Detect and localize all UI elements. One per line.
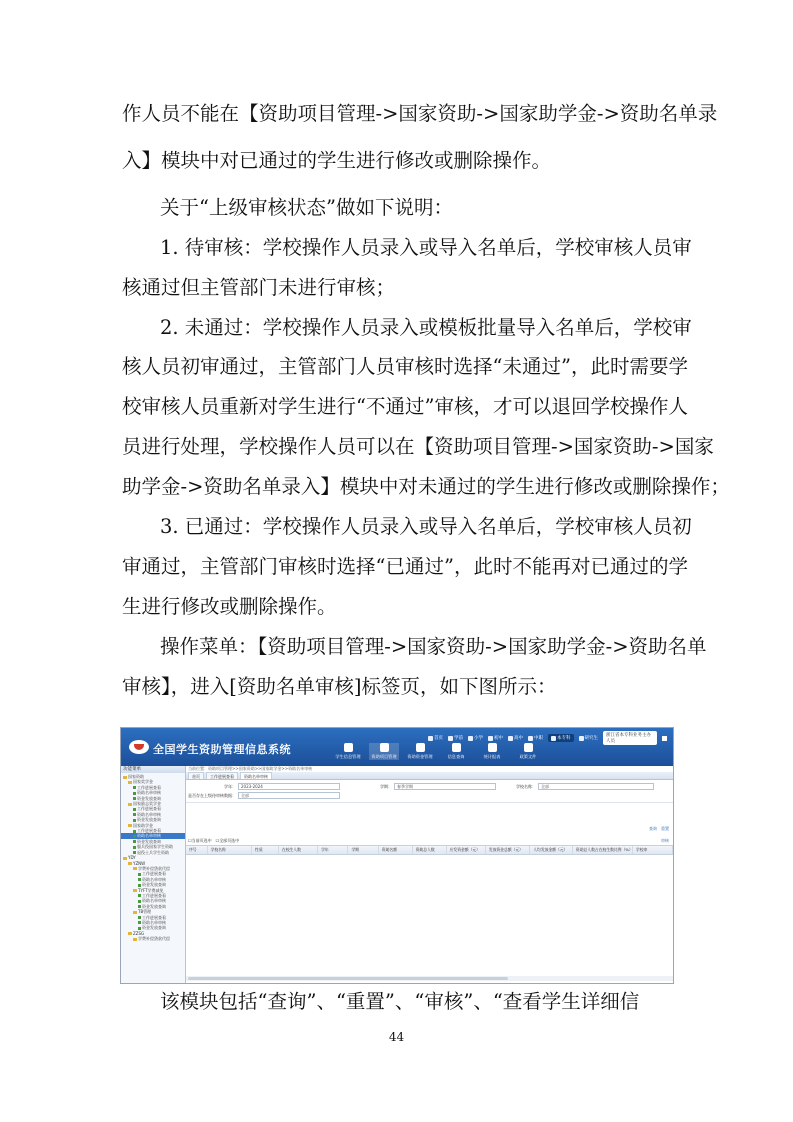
module-button[interactable] <box>405 743 435 760</box>
tab[interactable]: 首页 <box>188 772 204 779</box>
tree-node-label: 工作进展查看 <box>142 871 166 877</box>
folder-icon <box>133 867 137 870</box>
page-icon <box>133 835 136 838</box>
horizontal-scrollbar[interactable] <box>186 976 673 981</box>
paragraph-line: 3. 已通过：学校操作人员录入或导入名单后，学校审核人员初 <box>160 515 692 538</box>
column-header[interactable]: 人均发放金额（元） <box>530 846 573 854</box>
tree-node-label: 国家奖学金 <box>133 779 153 785</box>
column-header[interactable]: 发放资金总额（元） <box>486 846 530 854</box>
module-label: 统计报表 <box>483 754 501 759</box>
tree-node-label: 工作进展查看 <box>137 828 161 834</box>
module-icon <box>452 743 461 752</box>
term-select[interactable]: 春季学期 <box>394 783 496 790</box>
column-header[interactable]: 应发资金额（元） <box>447 846 486 854</box>
sidebar <box>121 766 186 983</box>
paragraph-line: 操作菜单：【资助项目管理->国家资助->国家助学金->资助名单 <box>160 635 707 658</box>
link-icon <box>528 736 533 741</box>
status-filter <box>188 792 340 799</box>
tree-node-label: 工作进展查看 <box>142 914 166 920</box>
top-link[interactable] <box>468 735 483 741</box>
folder-icon <box>128 803 132 806</box>
content-area <box>186 766 673 983</box>
paragraph-line: 审核】，进入[资助名单审核]标签页，如下图所示： <box>122 675 557 698</box>
link-icon <box>468 736 473 741</box>
top-link[interactable] <box>488 735 503 741</box>
paragraph-line: 核通过但主管部门未进行审核； <box>122 276 396 299</box>
module-button[interactable] <box>513 743 543 760</box>
year-label: 学年： <box>224 783 236 789</box>
filter-panel <box>186 780 673 803</box>
page-icon <box>133 819 136 822</box>
school-select[interactable]: 全部 <box>538 783 654 790</box>
select-checkbox[interactable] <box>188 838 212 844</box>
paragraph-line: 助学金->资助名单录入】模块中对未通过的学生进行修改或删除操作； <box>122 475 730 498</box>
folder-icon <box>133 938 137 941</box>
checkbox-label: 当前页选中 <box>191 838 212 843</box>
top-link[interactable] <box>448 735 463 741</box>
top-link-label: 中职 <box>534 736 543 741</box>
close-icon[interactable] <box>662 736 667 741</box>
module-icon <box>488 743 497 752</box>
audit-button[interactable]: 审核 <box>661 838 669 843</box>
tree-node-label: 退役士兵学生资助 <box>137 849 169 855</box>
tree-node-label: 服兵役国家学生资助 <box>137 844 173 850</box>
page-icon <box>138 894 141 897</box>
column-header[interactable]: 资助名额 <box>379 846 413 854</box>
paragraph-line: 1. 待审核：学校操作人员录入或导入名单后，学校审核人员审 <box>160 236 692 259</box>
tree-node-label: 工作进展查看 <box>137 806 161 812</box>
column-header[interactable]: 序号 <box>186 846 208 854</box>
page-icon <box>133 840 136 843</box>
tree-node-label: 资金发放查询 <box>137 838 161 844</box>
paragraph-line: 该模块包括“查询”、“重置”、“审核”、“查看学生详细信 <box>160 990 640 1013</box>
link-icon <box>488 736 493 741</box>
paragraph-line: 生进行修改或删除操作。 <box>122 595 337 618</box>
system-screenshot <box>120 727 674 984</box>
tree-node-label: 资助名单审核 <box>137 790 161 796</box>
folder-icon <box>128 932 132 935</box>
module-menu <box>333 743 543 760</box>
module-label: 资助资金管理 <box>407 754 433 759</box>
year-filter <box>224 783 340 790</box>
school-filter <box>516 783 654 790</box>
module-button[interactable] <box>333 743 363 760</box>
column-header[interactable]: 在校生人数 <box>279 846 318 854</box>
tree-node-label: 工作进展查看 <box>142 892 166 898</box>
tree-node-label: YZNW <box>133 860 146 866</box>
tree-node-label: 学费补偿贷款代偿 <box>138 936 170 942</box>
paragraph-line: 审通过，主管部门审核时选择“已通过”，此时不能再对已通过的学 <box>122 555 688 578</box>
action-buttons <box>649 826 669 832</box>
term-label: 学期： <box>380 783 392 789</box>
tree-node-label: 资助名单审核 <box>142 919 166 925</box>
tree-node-label: TB管理 <box>138 909 152 915</box>
tree-node-label: ZZSG <box>133 930 145 936</box>
checkbox-label: 全部页选中 <box>219 838 240 843</box>
folder-icon <box>128 781 132 784</box>
paragraph-line: 核人员初审通过，主管部门人员审核时选择“未通过”，此时需要学 <box>122 355 688 378</box>
module-label: 政策文件 <box>519 754 537 759</box>
link-icon <box>448 736 453 741</box>
tree-node[interactable] <box>121 936 185 941</box>
paragraph-line: 校审核人员重新对学生进行“不通过”审核，才可以退回学校操作人 <box>122 395 688 418</box>
column-header[interactable]: 性质 <box>252 846 279 854</box>
link-icon <box>579 736 584 741</box>
tree-node-label: 资金发放查询 <box>142 882 166 888</box>
tree-node-label: 资助名单审核 <box>137 833 161 839</box>
breadcrumb: 当前位置：资助项目管理>>国家资助>>国家助学金>>资助名单审核 <box>186 766 673 772</box>
column-header[interactable]: 学校名称 <box>208 846 252 854</box>
page-number: 44 <box>388 1030 405 1044</box>
tree-node-label: 资金发放查询 <box>137 817 161 823</box>
tree-node-label: 学费补偿贷款代偿 <box>138 865 170 871</box>
sidebar-title: 功能菜单 <box>121 766 185 773</box>
selection-row <box>188 838 239 844</box>
tree-node-label: 国家资助 <box>128 774 144 779</box>
top-link[interactable] <box>508 735 523 741</box>
link-icon <box>428 736 433 741</box>
tree-node-label: 资金发放查询 <box>142 925 166 931</box>
page-icon <box>133 813 136 816</box>
checkbox-icon: ☐ <box>215 838 220 843</box>
paragraph-line: 2. 未通过：学校操作人员录入或模板批量导入名单后，学校审 <box>160 316 692 339</box>
folder-icon <box>123 776 127 779</box>
system-title: 全国学生资助管理信息系统 <box>153 743 291 756</box>
top-link[interactable] <box>528 735 543 741</box>
term-filter <box>380 783 496 790</box>
module-icon <box>344 743 353 752</box>
module-button[interactable] <box>477 743 507 760</box>
page-icon <box>133 786 136 789</box>
tree-node-label: 国家助学金 <box>133 822 153 828</box>
column-header[interactable]: 资助总人数占在校生数比例（%） <box>573 846 633 854</box>
tree-node-label: 工作进展查看 <box>137 784 161 790</box>
folder-icon <box>133 911 137 914</box>
page-icon <box>138 916 141 919</box>
page-icon <box>138 884 141 887</box>
school-label: 学校名称： <box>516 783 536 789</box>
page-icon <box>133 851 136 854</box>
year-select[interactable]: 2023-2024 <box>238 783 340 790</box>
top-link-label: 小学 <box>474 736 483 741</box>
paragraph-line: 入】模块中对已通过的学生进行修改或删除操作。 <box>122 149 552 172</box>
page-icon <box>133 808 136 811</box>
page-icon <box>133 792 136 795</box>
column-header[interactable]: 学校审 <box>633 846 673 854</box>
paragraph-line: 员进行处理，学校操作人员可以在【资助项目管理->国家资助->国家 <box>122 435 714 458</box>
column-header[interactable]: 学年 <box>318 846 348 854</box>
paragraph-line: 关于“上级审核状态”做如下说明： <box>160 196 453 219</box>
top-link[interactable] <box>548 734 574 742</box>
paragraph-line: 作人员不能在【资助项目管理->国家资助->国家助学金->资助名单录 <box>122 102 718 125</box>
tab-bar <box>186 772 673 780</box>
page-icon <box>133 846 136 849</box>
function-tree <box>121 773 185 942</box>
folder-icon <box>133 889 137 892</box>
unit-select[interactable]: 浙江省本专科业务主办人员 <box>603 731 657 745</box>
grid-header <box>186 845 673 855</box>
top-link-label: 高中 <box>514 736 523 741</box>
tree-node-label: 资金发放查询 <box>142 903 166 909</box>
status-select[interactable]: 全部 <box>238 792 340 799</box>
tree-node-label: 资助名单审核 <box>142 876 166 882</box>
module-icon <box>416 743 425 752</box>
page-icon <box>138 873 141 876</box>
folder-icon <box>128 824 132 827</box>
tree-node-label: 资金发放查询 <box>137 795 161 801</box>
page-icon <box>133 797 136 800</box>
search-button[interactable]: 查询 <box>649 826 657 831</box>
column-header[interactable]: 学期 <box>348 846 378 854</box>
top-link-label: 初中 <box>494 736 503 741</box>
checkbox-icon: ☐ <box>188 838 192 843</box>
module-label: 资助项目管理 <box>371 754 397 759</box>
select-checkbox[interactable] <box>216 838 240 844</box>
page-icon <box>138 900 141 903</box>
top-bar <box>121 728 673 766</box>
folder-icon <box>123 857 127 860</box>
module-button[interactable] <box>441 743 471 760</box>
status-label: 是否存在上级待审核数据： <box>188 792 236 798</box>
module-icon <box>524 743 533 752</box>
link-icon <box>551 736 556 741</box>
top-link-label: 学前 <box>454 736 463 741</box>
module-button[interactable] <box>369 743 399 760</box>
page-icon <box>138 927 141 930</box>
folder-icon <box>128 862 132 865</box>
tree-node-label: 资助名单审核 <box>137 811 161 817</box>
top-link[interactable] <box>428 735 443 741</box>
top-link-label: 本专科 <box>557 736 571 741</box>
page-icon <box>138 878 141 881</box>
tree-node-label: 资助名单审核 <box>142 898 166 904</box>
module-label: 信息查询 <box>447 754 465 759</box>
tree-node-label: 国家励志奖学金 <box>133 801 161 807</box>
column-header[interactable]: 资助总人数 <box>413 846 447 854</box>
reset-button[interactable]: 重置 <box>661 826 669 831</box>
module-icon <box>380 743 389 752</box>
tab[interactable]: 资助名单审核 <box>240 772 272 779</box>
top-link[interactable] <box>579 735 599 741</box>
page-icon <box>138 921 141 924</box>
page-icon <box>133 830 136 833</box>
tree-node-label: YDY <box>128 855 136 861</box>
top-link-label: 首页 <box>434 736 443 741</box>
page-icon <box>138 905 141 908</box>
tree-node-label: TYFT学费减免 <box>138 887 164 893</box>
top-link-label: 研究生 <box>584 736 598 741</box>
module-label: 学生信息管理 <box>335 754 361 759</box>
link-icon <box>508 736 513 741</box>
tab[interactable]: 工作进展查看 <box>206 772 238 779</box>
scrollbar-thumb[interactable] <box>188 977 508 980</box>
